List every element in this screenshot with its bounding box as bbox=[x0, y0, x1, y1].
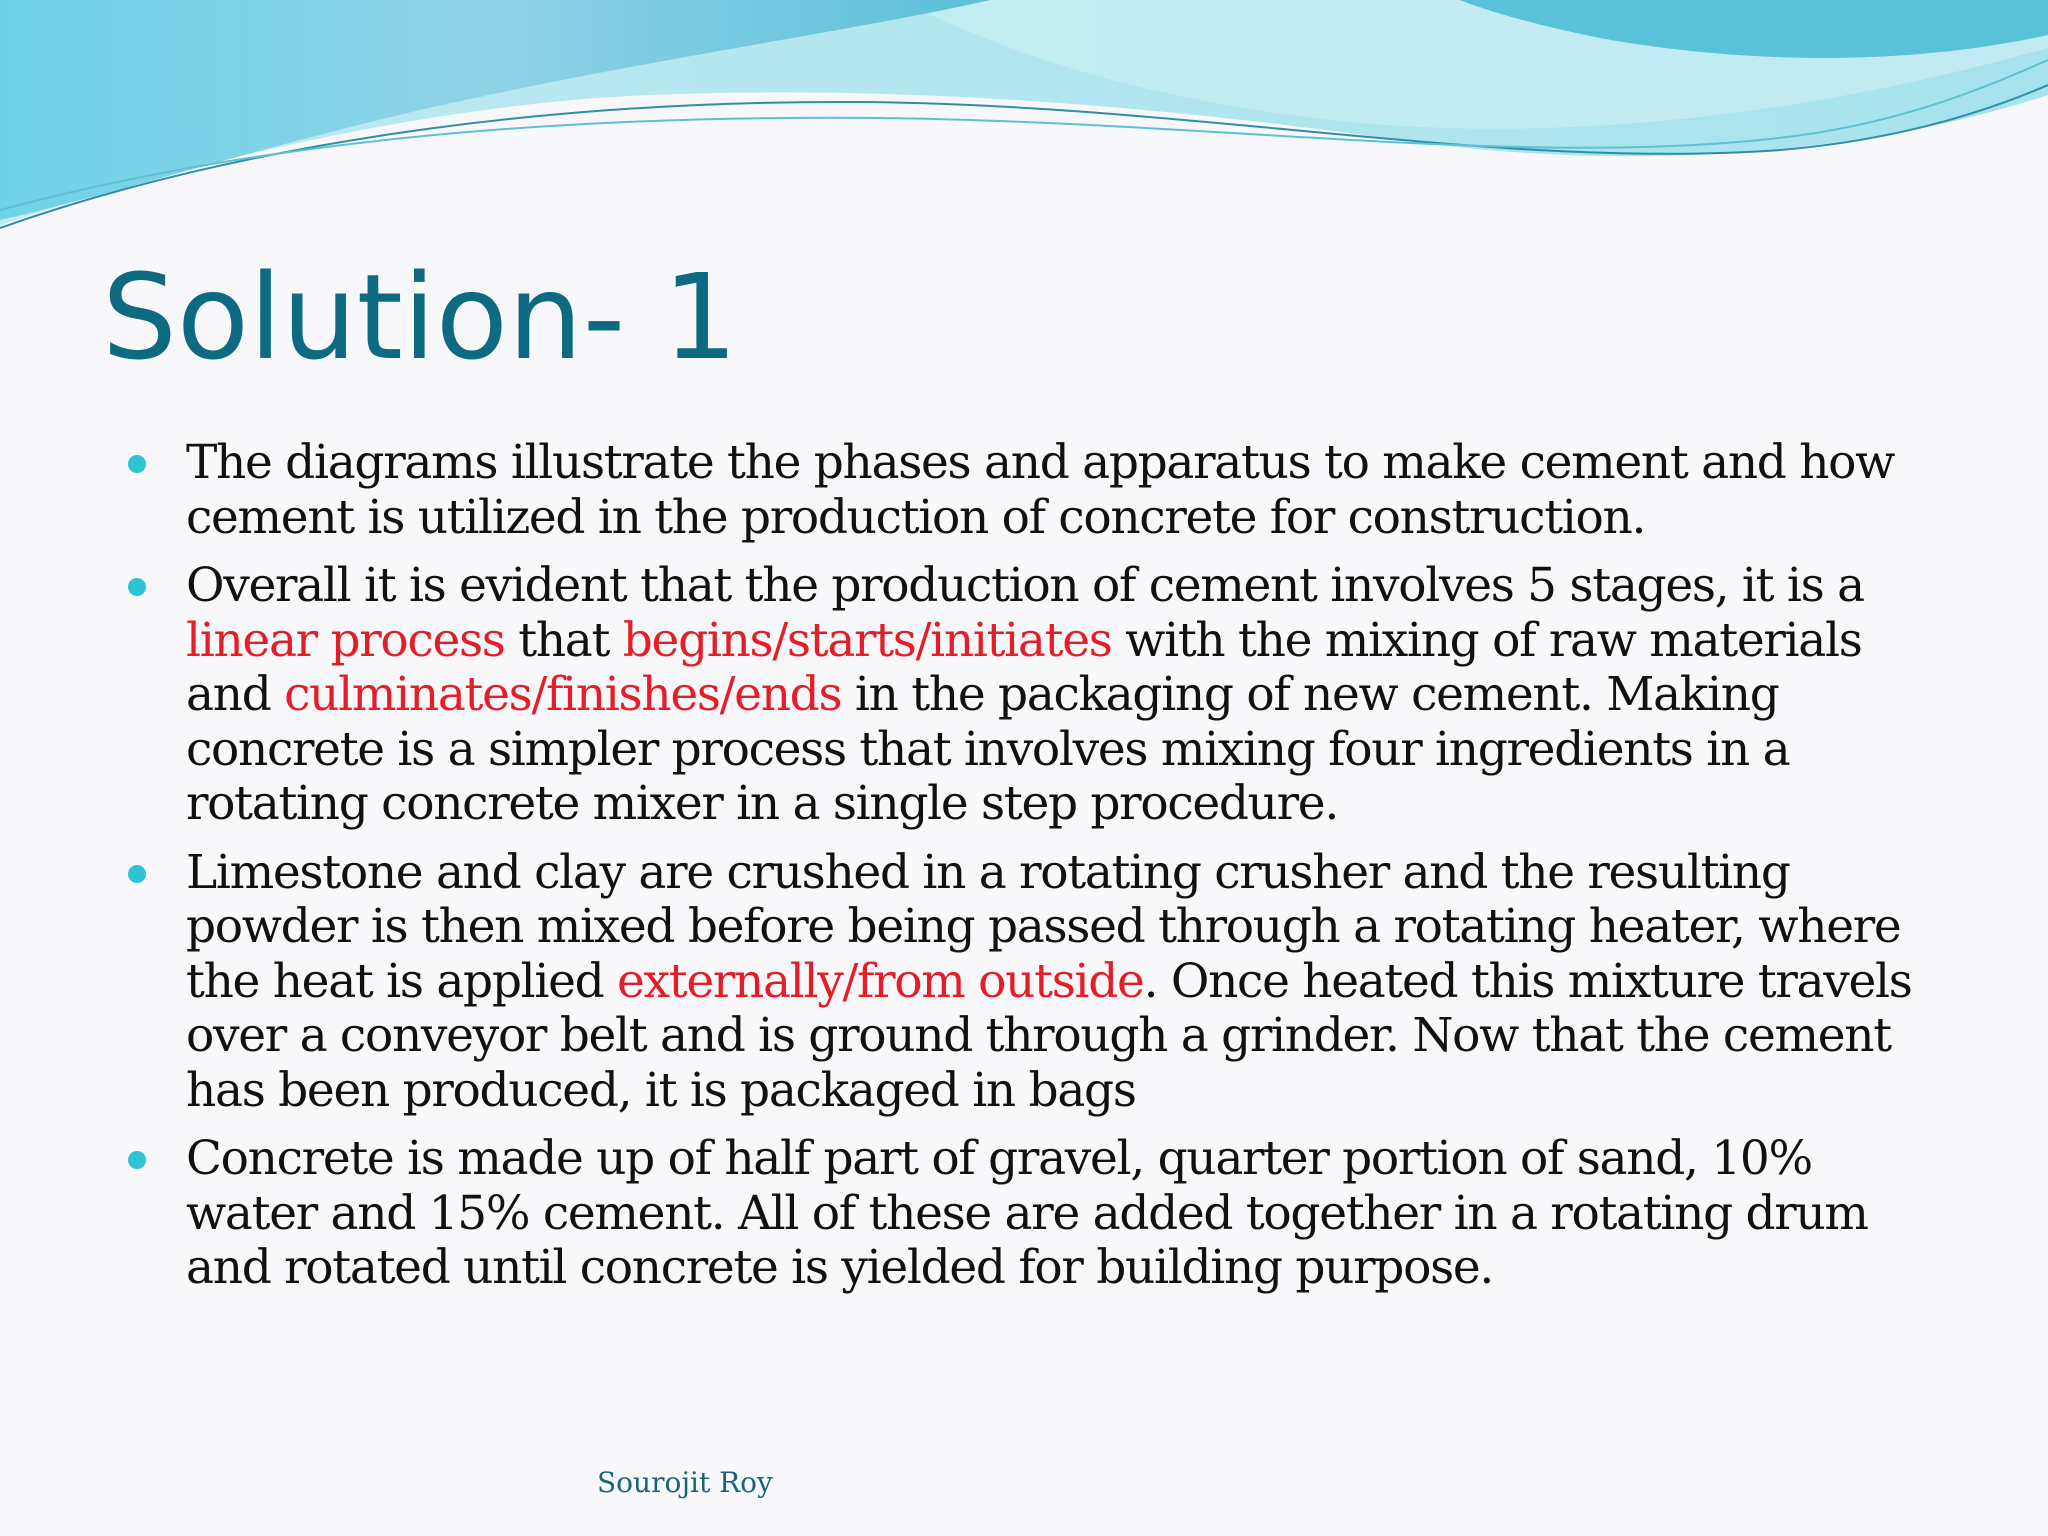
text-segment: Overall it is evident that the production of cement involves 5 stages, it is a bbox=[186, 558, 1864, 613]
bullet-text bbox=[186, 846, 1928, 1119]
bullet-item bbox=[128, 1132, 1928, 1296]
bullet-dot-icon bbox=[128, 865, 146, 883]
bullet-item bbox=[128, 846, 1928, 1119]
highlighted-term: externally/from outside bbox=[617, 953, 1144, 1009]
bullet-item bbox=[128, 559, 1928, 832]
bullet-text bbox=[186, 1132, 1928, 1296]
text-segment: Concrete is made up of half part of gravel, quarter portion of sand, 10% water and 15% cement. All of these are added together in a rotating drum and rotated until concrete is yielded for building purpose. bbox=[186, 1131, 1868, 1295]
slide-title: Solution- 1 bbox=[102, 248, 738, 386]
bullet-text bbox=[186, 436, 1928, 545]
text-segment: in the packaging of new cement. Making concrete is a simpler process that involves mixing four ingredients in a rotating concrete mixer in a single step procedure. bbox=[186, 667, 1790, 831]
text-segment: Limestone and clay are crushed in a rotating crusher and the resulting powder is then mixed before being passed through a rotating heater, where the heat is applied bbox=[186, 844, 1901, 1009]
text-segment: with the mixing of raw materials and bbox=[186, 612, 1862, 722]
bullet-dot-icon bbox=[128, 455, 146, 473]
footer-author: Sourojit Roy bbox=[597, 1466, 773, 1499]
bullet-list bbox=[128, 436, 1928, 1310]
header-wave-decoration bbox=[0, 0, 2048, 260]
text-segment: . Once heated this mixture travels over a conveyor belt and is ground through a grinder. Now that the cement has been produced, it is packaged in bags bbox=[186, 953, 1912, 1118]
highlighted-term: linear process bbox=[186, 612, 505, 668]
bullet-text bbox=[186, 559, 1928, 832]
highlighted-term: culminates/finishes/ends bbox=[284, 667, 842, 722]
bullet-item bbox=[128, 436, 1928, 545]
text-segment: that bbox=[504, 612, 623, 668]
highlighted-term: begins/starts/initiates bbox=[622, 612, 1112, 668]
bullet-dot-icon bbox=[128, 578, 146, 596]
text-segment: The diagrams illustrate the phases and apparatus to make cement and how cement is utilized in the production of concrete for construction. bbox=[186, 435, 1895, 545]
bullet-dot-icon bbox=[128, 1151, 146, 1169]
